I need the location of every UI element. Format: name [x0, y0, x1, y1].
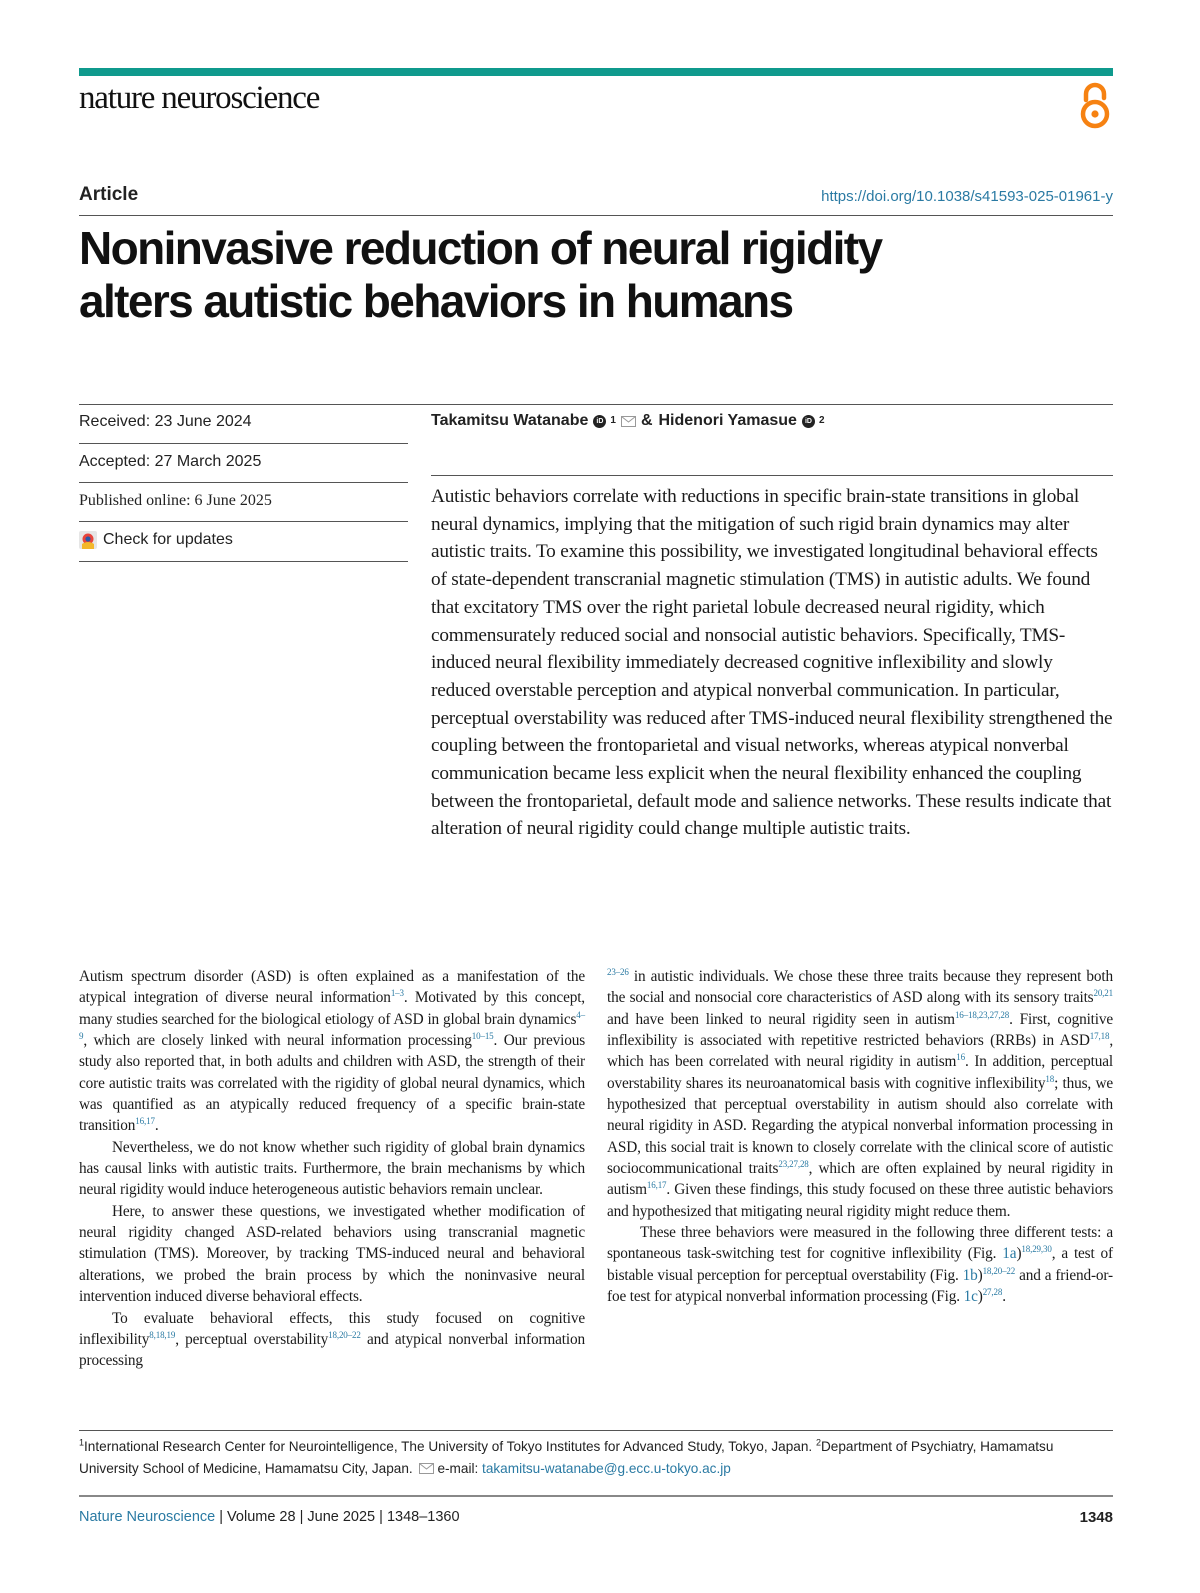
body-paragraph: Here, to answer these questions, we investigated whether modification of neural rigidity changed ASD-related behaviors using transcranial magnetic stimulation (TMS). Moreover, by tracking TMS-induced neural and behavioral alterations, we probed the brain process by which the noninvasive neural intervention induced diverse behavioral effects.: [79, 1202, 585, 1306]
figure-link[interactable]: 1b: [962, 1266, 978, 1284]
divider: [79, 561, 408, 562]
orcid-icon[interactable]: iD: [593, 415, 606, 428]
citation-link[interactable]: 18,29,30: [1021, 1244, 1052, 1255]
citation-link[interactable]: 10–15: [471, 1030, 494, 1041]
author-name[interactable]: Hidenori Yamasue: [658, 412, 797, 429]
footer-citation: Nature Neuroscience | Volume 28 | June 2025 | 1348–1360: [79, 1509, 460, 1525]
citation-link[interactable]: 20,21: [1093, 988, 1113, 999]
citation-link[interactable]: 4–9: [79, 1009, 585, 1041]
citation-link[interactable]: 18,20–22: [982, 1265, 1016, 1276]
divider: [79, 404, 1113, 405]
check-for-updates-button[interactable]: [79, 531, 409, 549]
citation-link[interactable]: 23–26: [607, 966, 629, 977]
published-date: Published online: 6 June 2025: [79, 492, 272, 509]
journal-accent-bar: [79, 68, 1113, 76]
body-paragraph: These three behaviors were measured in the following three different tests: a spontaneous task-switching test for cognitive inflexibility (Fig. 1a)$^{18,29,30}$, a test of bistable visual perception for perceptual overstability (Fig. 1b)$^{18,20-22}$ and a friend-or-foe test for atypical nonverbal information processing (Fig. 1c)$^{27,28}$.: [607, 1224, 1113, 1306]
journal-name: nature neuroscience: [79, 80, 320, 116]
divider: [431, 475, 1113, 476]
divider: [79, 443, 408, 444]
figure-link[interactable]: 1c: [963, 1288, 978, 1306]
check-for-updates-icon: [79, 531, 97, 549]
title-line: Noninvasive reduction of neural rigidity: [79, 222, 882, 274]
body-column-left: [79, 966, 585, 1372]
citation-link[interactable]: 16,17: [646, 1180, 667, 1191]
doi-link[interactable]: https://doi.org/10.1038/s41593-025-01961-y: [821, 188, 1113, 205]
citation-link[interactable]: 18,20–22: [328, 1329, 361, 1340]
affiliations: $^1$International Research Center for Neurointelligence, The University of Tokyo Institutes for Advanced Study, Tokyo, Japan. $^2$Department of Psychiatry, Hamamatsu University School of Medicine, Hamamatsu City, Japan. e-mail: takamitsu-watanabe@g.ecc.u-tokyo.ac.jp: [79, 1437, 1054, 1476]
title-line: alters autistic behaviors in humans: [79, 275, 793, 327]
divider: [79, 215, 1113, 216]
citation-link[interactable]: 17,18: [1089, 1030, 1110, 1041]
article-title: [79, 222, 1113, 328]
email-link[interactable]: takamitsu-watanabe@g.ecc.u-tokyo.ac.jp: [482, 1461, 731, 1476]
article-type-label: Article: [79, 184, 139, 205]
check-for-updates-label: Check for updates: [103, 531, 233, 548]
body-paragraph: Nevertheless, we do not know whether such rigidity of global brain dynamics has causal links with autistic traits. Furthermore, the brain mechanisms by which neural rigidity would induce heterogeneous autistic behaviors remain unclear.: [79, 1138, 585, 1199]
received-date: Received: 23 June 2024: [79, 413, 252, 430]
citation-link[interactable]: 23,27,28: [778, 1159, 809, 1169]
accepted-date: Accepted: 27 March 2025: [79, 453, 262, 470]
author-name[interactable]: Takamitsu Watanabe: [431, 412, 589, 429]
body-paragraph: $^{23-26}$ in autistic individuals. We chose these three traits because they represent both the social and nonsocial core characteristics of ASD along with its sensory traits$^{20,21}$ and have been linked to neural rigidity seen in autism$^{16-18,23,27,28}$. First, cognitive inflexibility is associated with repetitive restricted behaviors (RRBs) in ASD$^{17,18}$, which has been correlated with neural rigidity in autism$^{16}$. In addition, perceptual overstability shares its neuroanatomical basis with cognitive inflexibility$^{18}$; thus, we hypothesized that perceptual overstability in autism should also correlate with neural rigidity in ASD. Regarding the atypical nonverbal information processing in ASD, this social trait is known to closely correlate with the clinical score of autistic sociocommunicational traits$^{23,27,28}$, which are often explained by neural rigidity in autism$^{16,17}$. Given these findings, this study focused on these three autistic behaviors and hypothesized that mitigating neural rigidity might reduce them.: [607, 966, 1114, 1220]
citation-link[interactable]: 1–3: [390, 988, 404, 999]
divider: [79, 521, 408, 522]
body-paragraph: To evaluate behavioral effects, this study focused on cognitive inflexibility$^{8,18,19}$, perceptual overstability$^{18,20-22}$ and atypical nonverbal information processing: [79, 1309, 585, 1370]
open-access-lock-icon[interactable]: [1077, 82, 1113, 130]
email-icon[interactable]: [621, 416, 636, 427]
footer-journal-link[interactable]: Nature Neuroscience: [79, 1509, 216, 1525]
divider: [79, 1430, 1113, 1431]
orcid-icon[interactable]: iD: [802, 415, 815, 428]
citation-link[interactable]: 16,17: [135, 1116, 155, 1127]
citation-link[interactable]: 8,18,19: [149, 1329, 176, 1340]
citation-link[interactable]: 16: [956, 1052, 965, 1063]
citation-link[interactable]: 16–18,23,27,28: [954, 1009, 1010, 1020]
citation-link[interactable]: 18: [1045, 1073, 1055, 1084]
body-paragraph: Autism spectrum disorder (ASD) is often explained as a manifestation of the atypical integration of diverse neural information$^{1-3}$. Motivated by this concept, many studies searched for the biological etiology of ASD in global brain dynamics$^{4-9}$, which are closely linked with neural information processing$^{10-15}$. Our previous study also reported that, in both adults and children with ASD, the strength of their core autistic traits was correlated with the rigidity of global neural dynamics, which was quantified as an atypically reduced frequency of a specific brain-state transition$^{16,17}$.: [79, 968, 586, 1135]
figure-link[interactable]: 1a: [1002, 1245, 1017, 1263]
article-page: [79, 0, 1113, 1593]
author-list: Takamitsu Watanabe iD 1 & Hidenori Yamasue iD 2: [431, 412, 825, 429]
divider: [79, 482, 408, 483]
body-column-right: [607, 966, 1113, 1308]
citation-link[interactable]: 27,28: [982, 1287, 1003, 1298]
divider: [79, 1495, 1113, 1497]
page-number: 1348: [1079, 1509, 1113, 1526]
email-icon: [419, 1463, 434, 1474]
author-separator: &: [640, 412, 653, 429]
abstract: Autistic behaviors correlate with reductions in specific brain-state transitions in global neural dynamics, implying that the mitigation of such rigid brain dynamics may alter autistic traits. To examine this possibility, we investigated longitudinal behavioral effects of state-dependent transcranial magnetic stimulation (TMS) in autistic adults. We found that excitatory TMS over the right parietal lobule decreased neural rigidity, which commensurately reduced social and nonsocial autistic behaviors. Specifically, TMS-induced neural flexibility immediately decreased cognitive inflexibility and slowly reduced overstable perception and atypical nonverbal communication. In particular, perceptual overstability was reduced after TMS-induced neural flexibility strengthened the coupling between the frontoparietal and visual networks, whereas atypical nonverbal communication became less explicit when the neural flexibility enhanced the coupling between the frontoparietal, default mode and salience networks. These results indicate that alteration of neural rigidity could change multiple autistic traits.: [431, 486, 1113, 840]
